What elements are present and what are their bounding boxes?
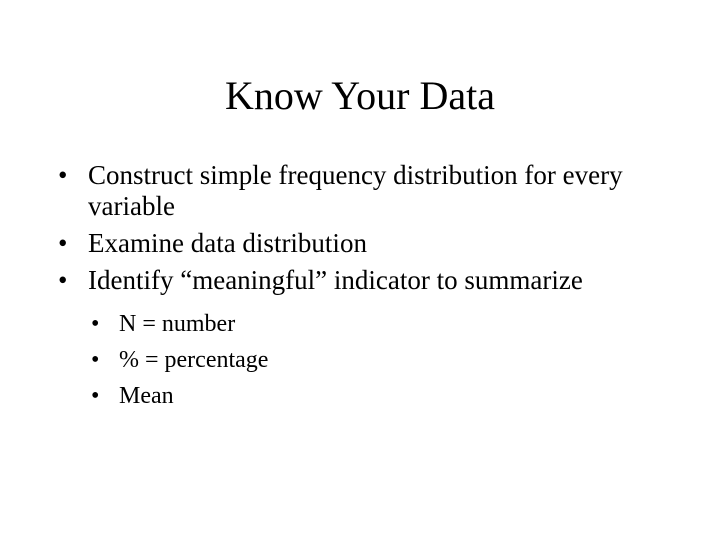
sub-bullet-list	[88, 306, 678, 414]
sub-bullet-icon: •	[91, 311, 100, 337]
sub-bullet-text: N = number	[119, 311, 236, 337]
bullet-text: Identify “meaningful” indicator to summarize	[88, 265, 583, 295]
sub-bullet-item	[88, 378, 678, 414]
sub-bullet-item	[88, 342, 678, 378]
sub-bullet-text: % = percentage	[119, 347, 269, 373]
bullet-text: Examine data distribution	[88, 228, 367, 258]
bullet-icon: •	[58, 160, 68, 190]
sub-bullet-item	[88, 306, 678, 342]
sub-bullet-text: Mean	[119, 383, 174, 409]
sub-bullet-icon: •	[91, 347, 100, 373]
bullet-list	[58, 160, 678, 420]
slide-title: Know Your Data	[225, 73, 495, 118]
bullet-item	[58, 228, 678, 259]
bullet-icon: •	[58, 228, 68, 258]
bullet-item	[58, 160, 678, 222]
bullet-icon: •	[58, 265, 68, 295]
bullet-text: Construct simple frequency distribution for every variable	[88, 160, 623, 221]
bullet-item	[58, 265, 678, 414]
sub-bullet-icon: •	[91, 383, 100, 409]
